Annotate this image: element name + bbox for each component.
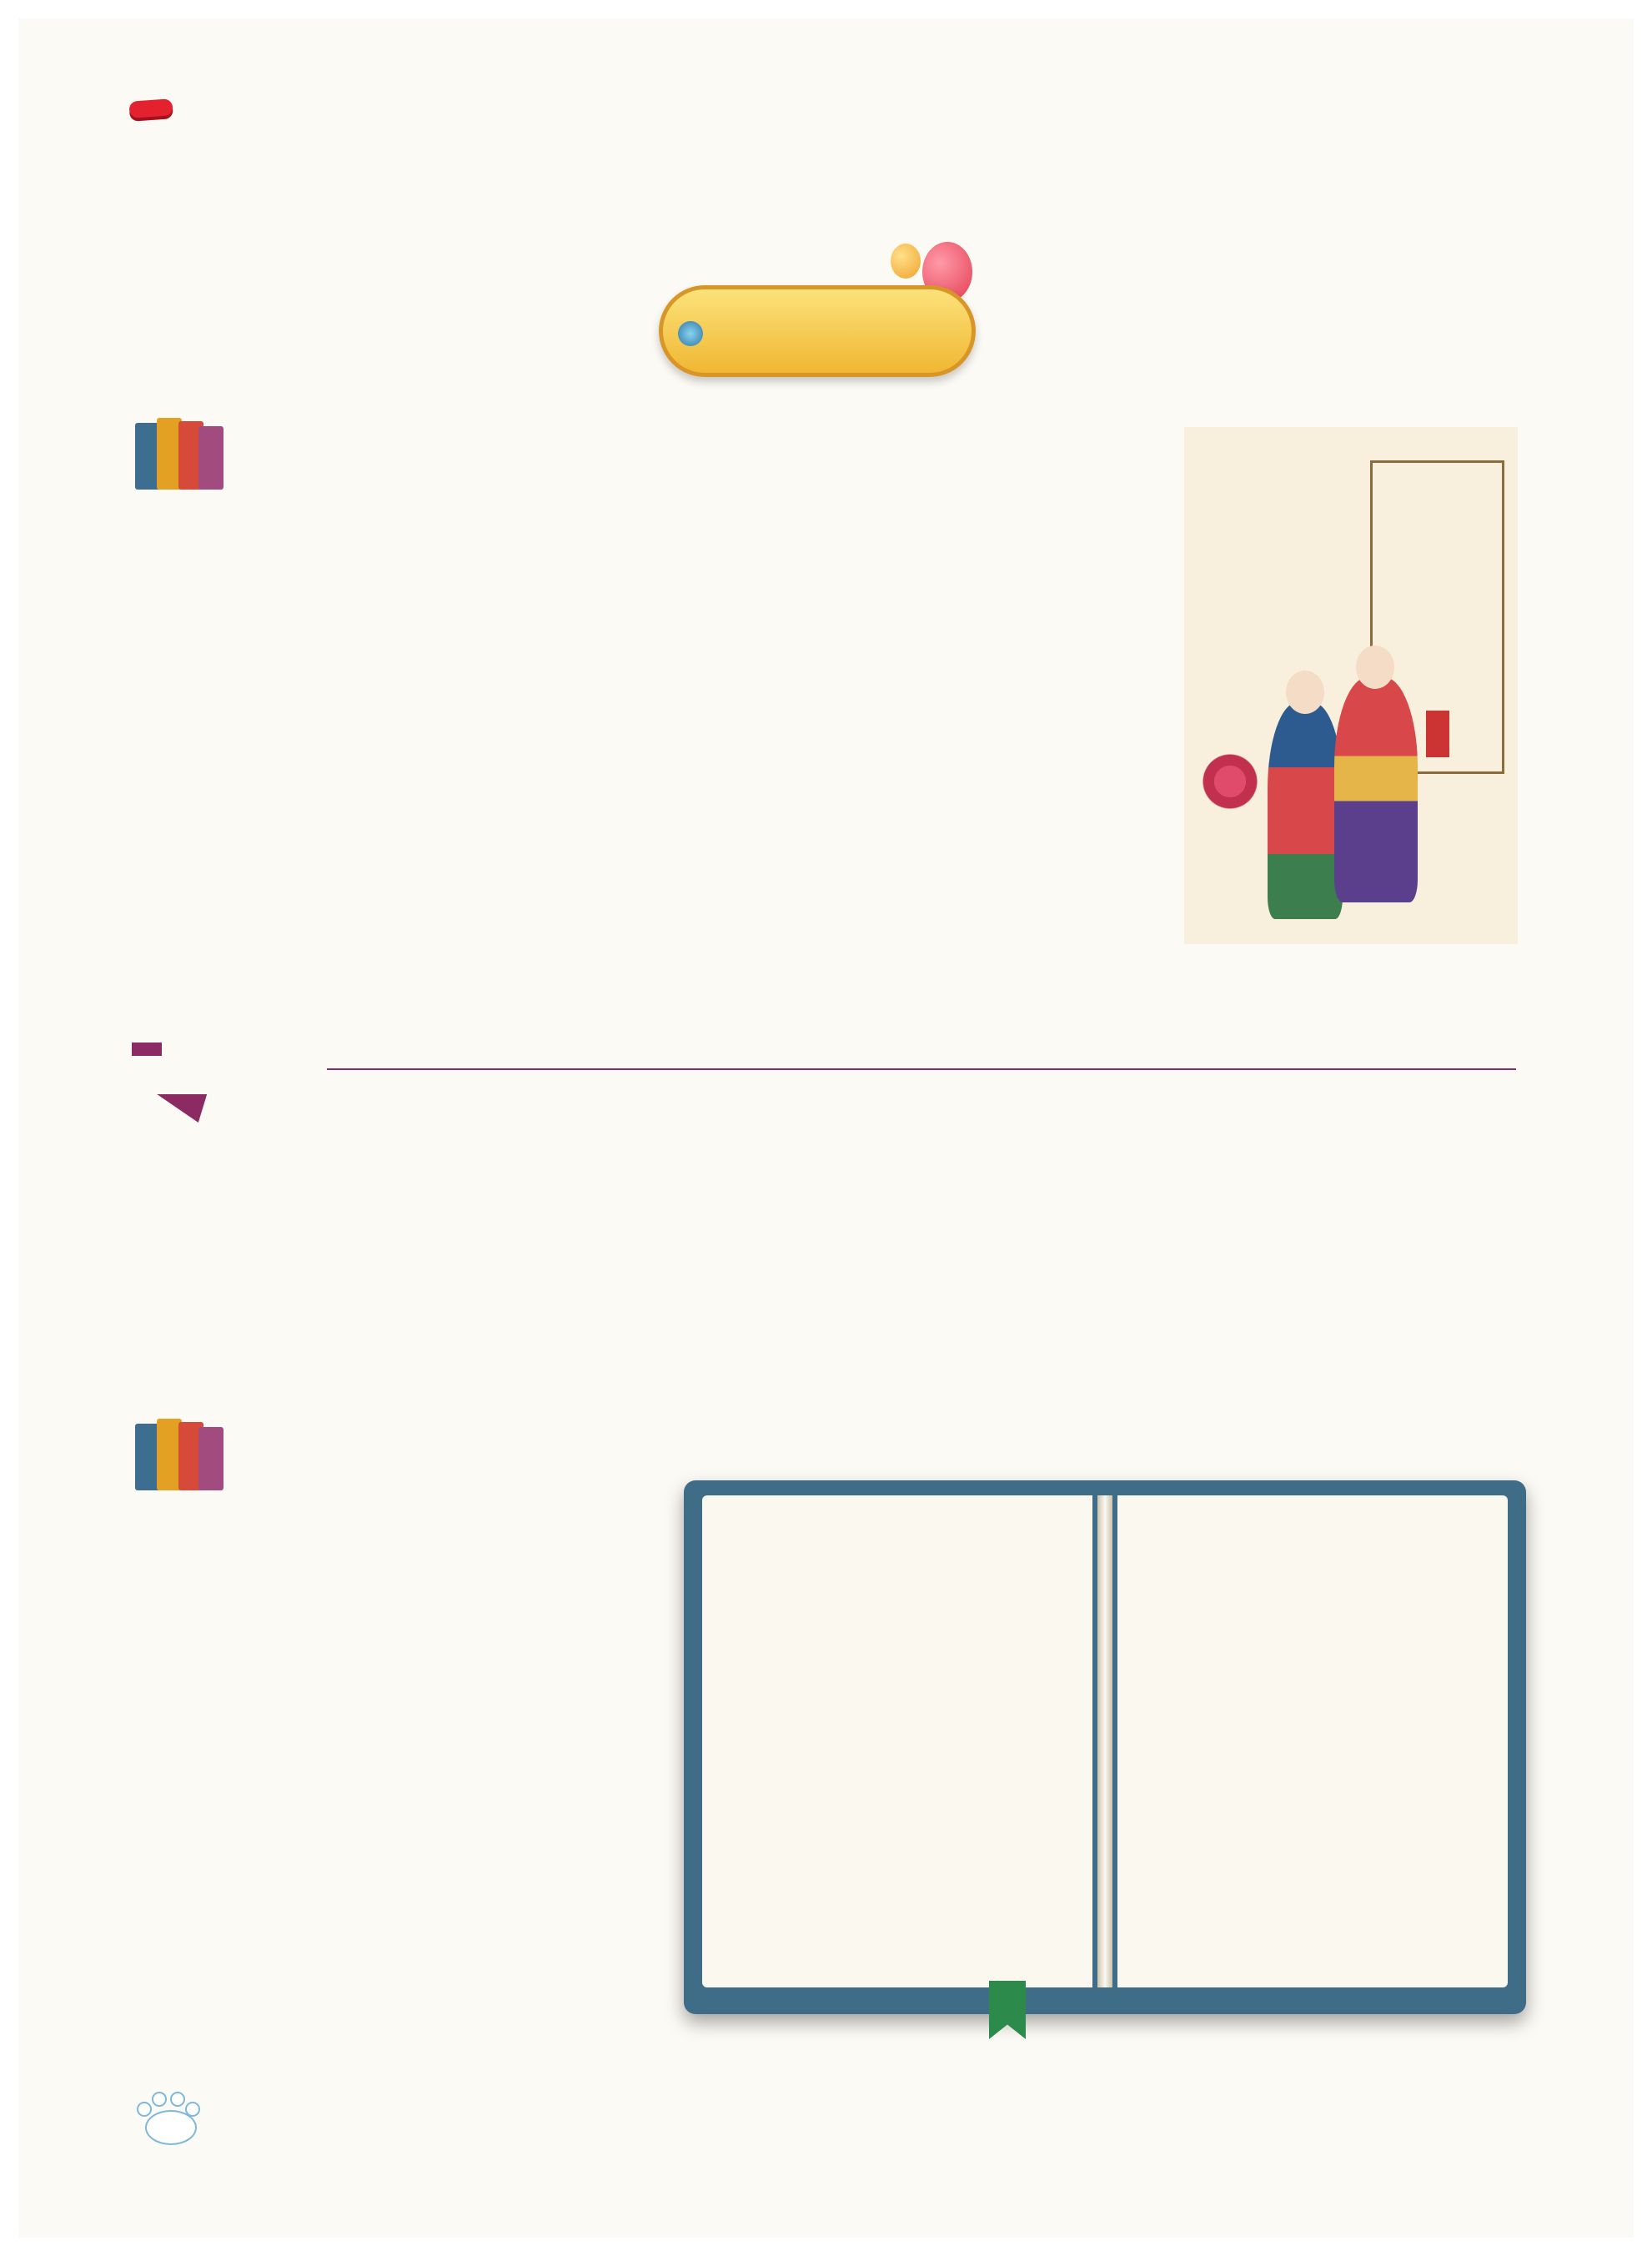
- book-gutter: [1097, 1495, 1112, 1987]
- paw-toe: [170, 2092, 185, 2107]
- paw-pad: [145, 2110, 197, 2145]
- cover-seal: [1426, 711, 1449, 757]
- tips-label: [132, 1043, 162, 1056]
- lady-head-1: [1286, 671, 1324, 714]
- balloon-icon: [891, 244, 921, 279]
- books-icon: [132, 1414, 222, 1490]
- lady-figure-1: [1268, 702, 1343, 919]
- lady-head-2: [1356, 646, 1394, 689]
- cover-section-heading: [132, 413, 235, 490]
- paw-toe: [137, 2102, 152, 2117]
- tips-label-box: [132, 1043, 162, 1056]
- toc-book-image: [684, 1480, 1526, 2014]
- tips-divider: [327, 1068, 1516, 1070]
- pill-dot-icon: [678, 321, 703, 346]
- toc-section-heading: [132, 1414, 235, 1490]
- flower-illustration: [1193, 744, 1268, 819]
- page-number-badge: [133, 2092, 202, 2142]
- books-icon: [132, 413, 222, 490]
- header-tag: [128, 98, 173, 118]
- lady-figure-2: [1334, 677, 1418, 902]
- toc-right-page: [1117, 1495, 1508, 1987]
- example-pill: [659, 285, 976, 377]
- header-tag-label: [128, 98, 173, 118]
- paw-toe: [152, 2092, 167, 2107]
- book-cover-image: [1184, 427, 1518, 944]
- toc-left-page: [702, 1495, 1092, 1987]
